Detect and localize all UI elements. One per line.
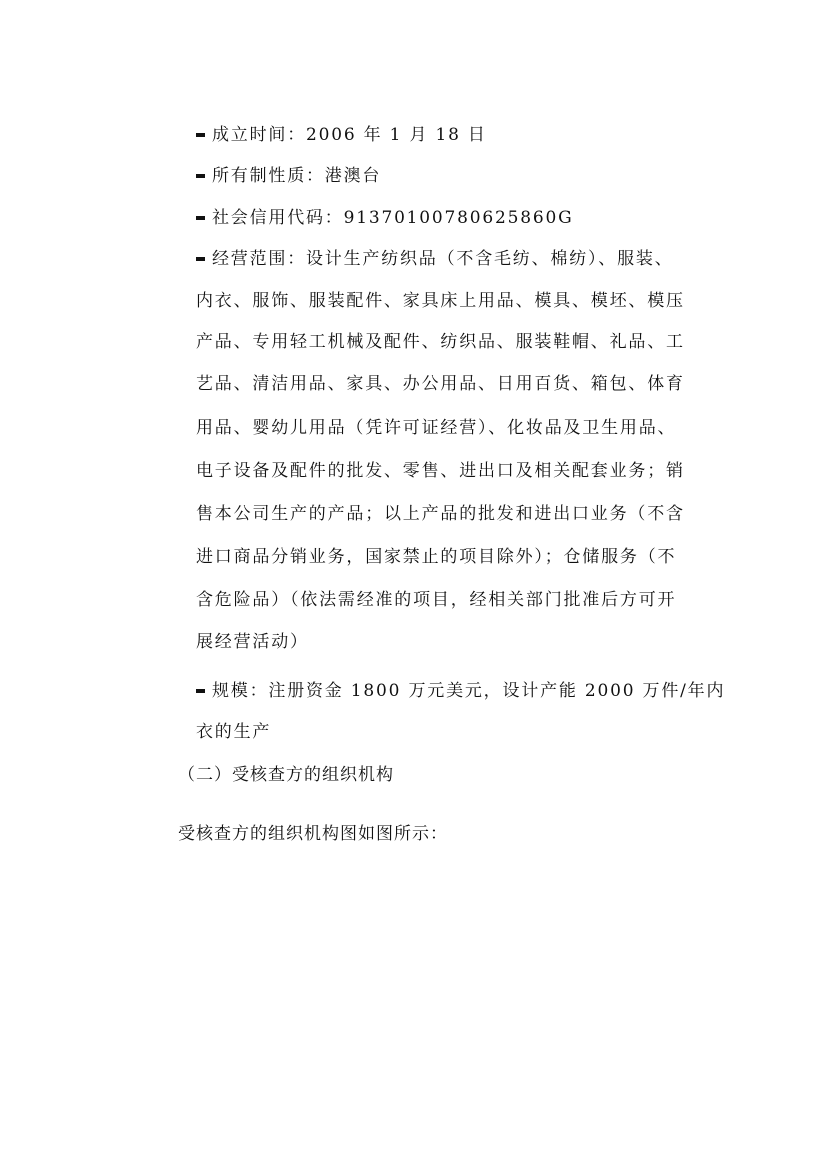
list-item-established	[196, 120, 487, 145]
scope-line-text: 内衣、服饰、服装配件、家具床上用品、模具、模坯、模压	[196, 291, 685, 311]
scope-line-text: 含危险品）（依法需经准的项目，经相关部门批准后方可开	[196, 590, 677, 610]
body-paragraph: 受核查方的组织机构图如图所示：	[178, 824, 448, 844]
scope-line-text: 电子设备及配件的批发、零售、进出口及相关配套业务；销	[196, 461, 685, 481]
bullet-icon	[196, 216, 205, 220]
bullet-icon	[196, 133, 205, 137]
scope-line-text: 经营范围：设计生产纺织品（不含毛纺、棉纺）、服装、	[212, 249, 674, 269]
scope-line	[196, 585, 676, 610]
credit-code-text: 社会信用代码：91370100780625860G	[212, 208, 574, 228]
scope-line	[196, 244, 674, 269]
scale-line-text: 规模：注册资金 1800 万元美元，设计产能 2000 万件/年内	[212, 681, 726, 701]
bullet-icon	[196, 257, 205, 261]
section-heading: （二）受核查方的组织机构	[178, 765, 394, 785]
list-item-ownership	[196, 161, 381, 186]
scope-line	[196, 456, 685, 481]
scope-line	[196, 627, 309, 652]
list-item-credit-code	[196, 203, 573, 228]
scope-line-text: 艺品、清洁用品、家具、办公用品、日用百货、箱包、体育	[196, 374, 685, 394]
scale-line	[196, 717, 271, 742]
scope-line	[196, 499, 685, 524]
scope-line-text: 用品、婴幼儿用品（凭许可证经营）、化妆品及卫生用品、	[196, 418, 677, 438]
established-text: 成立时间：2006 年 1 月 18 日	[212, 125, 487, 145]
scale-line-text: 衣的生产	[196, 722, 272, 742]
scope-line	[196, 542, 676, 567]
scope-line	[196, 369, 685, 394]
scope-line-text: 售本公司生产的产品；以上产品的批发和进出口业务（不含	[196, 504, 685, 524]
bullet-icon	[196, 689, 205, 693]
bullet-icon	[196, 174, 205, 178]
scope-line	[196, 413, 676, 438]
scope-line-text: 展经营活动）	[196, 632, 309, 652]
scale-line	[196, 676, 725, 701]
scope-line	[196, 286, 685, 311]
scope-line-text: 产品、专用轻工机械及配件、纺织品、服装鞋帽、礼品、工	[196, 332, 685, 352]
scope-line-text: 进口商品分销业务，国家禁止的项目除外）；仓储服务（不	[196, 547, 677, 567]
scope-line	[196, 327, 685, 352]
ownership-text: 所有制性质：港澳台	[212, 166, 382, 186]
